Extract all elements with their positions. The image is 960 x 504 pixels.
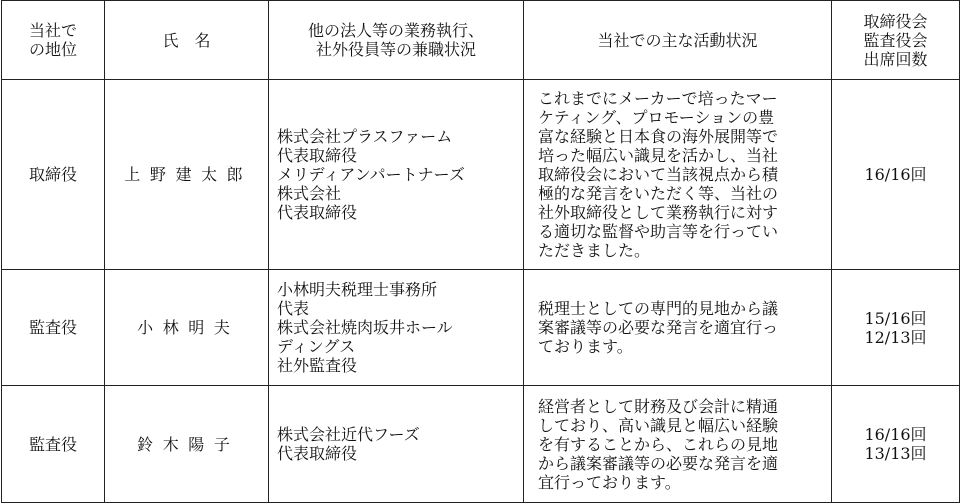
- header-name: 氏 名: [105, 1, 269, 80]
- activities-cell: 税理士としての専門的見地から議 案審議等の必要な発言を適宜行っ ております。: [524, 270, 832, 386]
- name-cell: 鈴木陽子: [105, 386, 269, 503]
- position-cell: 監査役: [2, 386, 105, 503]
- header-concurrent-positions: 他の法人等の業務執行、 社外役員等の兼職状況: [269, 1, 524, 80]
- activities-cell: これまでにメーカーで培ったマー ケティング、プロモーションの豊 富な経験と日本食の海外展開等で 培った幅広い識見を活かし、当社 取締役会において当該視点から積 極的な発言をいただく等、当社の 社外取締役として業務執行に対す る適切な監督や助言等を行ってい ただきました。: [524, 80, 832, 270]
- name-cell: 上野建太郎: [105, 80, 269, 270]
- attendance-cell: 16/16回: [832, 80, 960, 270]
- concurrent-positions-cell: 株式会社プラスファーム 代表取締役 メリディアンパートナーズ 株式会社 代表取締役: [269, 80, 524, 270]
- table-row: [2, 386, 960, 503]
- table-row: [2, 80, 960, 270]
- position-cell: 監査役: [2, 270, 105, 386]
- attendance-cell: 16/16回 13/13回: [832, 386, 960, 503]
- header-activities: 当社での主な活動状況: [524, 1, 832, 80]
- header-row: [2, 1, 960, 80]
- officer-activity-table: [1, 0, 960, 503]
- concurrent-positions-cell: 株式会社近代フーズ 代表取締役: [269, 386, 524, 503]
- name-cell: 小林明夫: [105, 270, 269, 386]
- concurrent-positions-cell: 小林明夫税理士事務所 代表 株式会社焼肉坂井ホール ディングス 社外監査役: [269, 270, 524, 386]
- header-position: 当社で の地位: [2, 1, 105, 80]
- attendance-cell: 15/16回 12/13回: [832, 270, 960, 386]
- header-attendance: 取締役会 監査役会 出席回数: [832, 1, 960, 80]
- table-row: [2, 270, 960, 386]
- activities-cell: 経営者として財務及び会計に精通 しており、高い識見と幅広い経験 を有することから、これらの見地 から議案審議等の必要な発言を適 宜行っております。: [524, 386, 832, 503]
- position-cell: 取締役: [2, 80, 105, 270]
